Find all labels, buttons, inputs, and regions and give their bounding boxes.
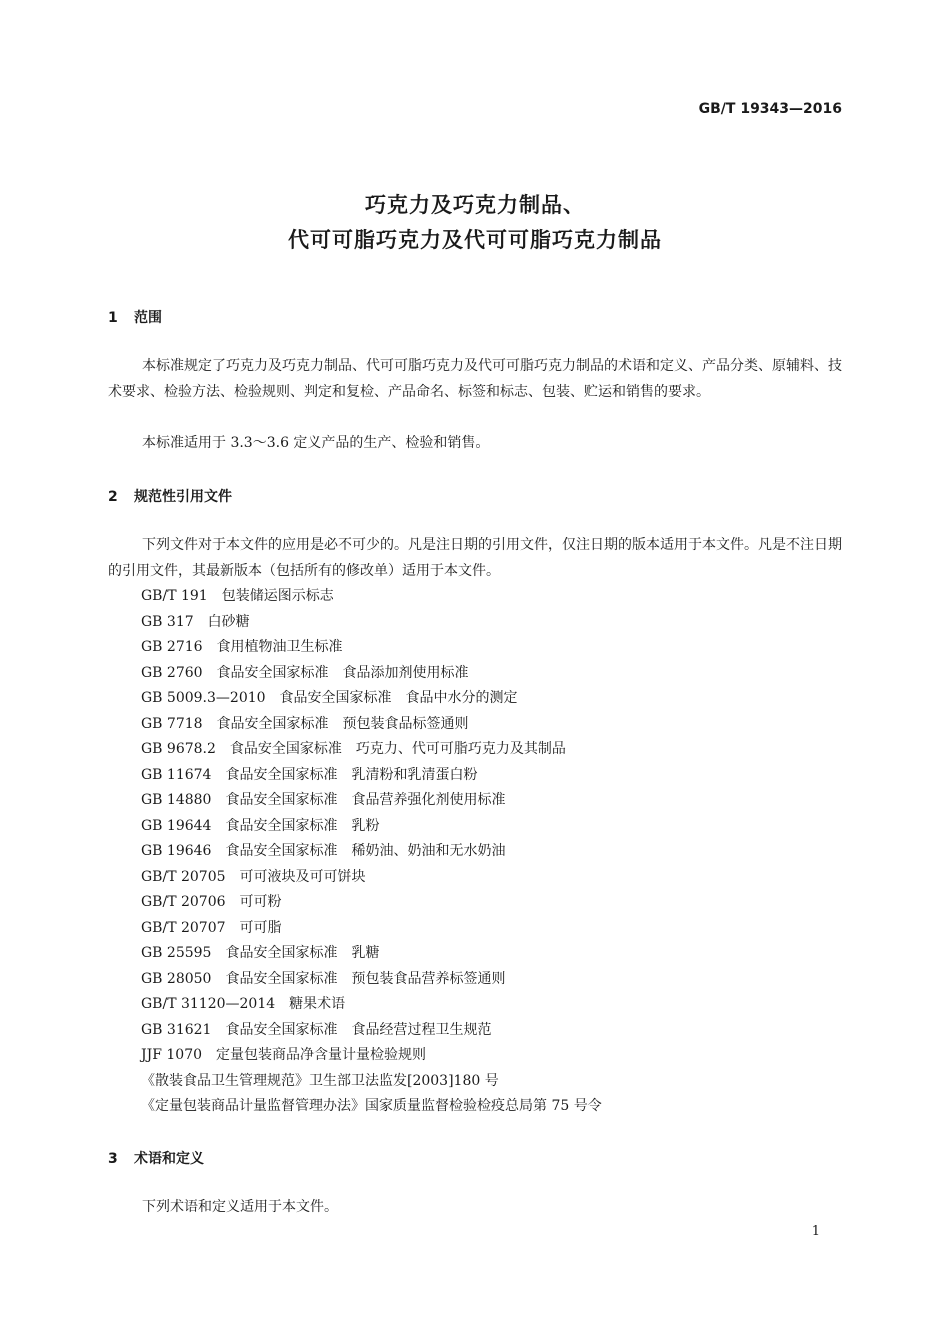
section-1-heading bbox=[108, 307, 162, 327]
reference-code: GB 5009.3—2010 bbox=[141, 690, 266, 706]
section-number: 2 bbox=[108, 489, 118, 505]
title-line-2: 代可可脂巧克力及代可可脂巧克力制品 bbox=[288, 228, 662, 252]
section-number: 1 bbox=[108, 310, 118, 326]
section-1-paragraph-2: 本标准适用于 3.3～3.6 定义产品的生产、检验和销售。 bbox=[142, 435, 490, 451]
section-title: 术语和定义 bbox=[134, 1151, 204, 1167]
reference-item bbox=[141, 916, 602, 942]
reference-code: GB 2716 bbox=[141, 639, 203, 655]
reference-item bbox=[141, 1094, 602, 1120]
reference-title: 食品安全国家标准 食品中水分的测定 bbox=[279, 690, 518, 706]
reference-title: 食品安全国家标准 稀奶油、奶油和无水奶油 bbox=[225, 843, 506, 859]
section-title: 规范性引用文件 bbox=[134, 489, 232, 505]
reference-code: GB/T 31120—2014 bbox=[141, 996, 276, 1012]
reference-item bbox=[141, 967, 602, 993]
reference-code: GB 9678.2 bbox=[141, 741, 216, 757]
title-line-1: 巧克力及巧克力制品、 bbox=[365, 193, 585, 217]
section-2-paragraph-1: 下列文件对于本文件的应用是必不可少的。凡是注日期的引用文件，仅注日期的版本适用于本文件。凡是不注日期的引用文件，其最新版本（包括所有的修改单）适用于本文件。 bbox=[108, 537, 842, 579]
reference-code: GB/T 20705 bbox=[141, 868, 226, 885]
reference-code: GB 317 bbox=[141, 613, 194, 630]
reference-code: GB 25595 bbox=[141, 945, 212, 961]
reference-title: 食品安全国家标准 预包装食品标签通则 bbox=[216, 715, 469, 732]
section-title: 范围 bbox=[134, 310, 162, 326]
reference-title: 食品安全国家标准 食品经营过程卫生规范 bbox=[225, 1021, 492, 1038]
page-number: 1 bbox=[811, 1224, 820, 1239]
section-1-paragraph-1: 本标准规定了巧克力及巧克力制品、代可可脂巧克力及代可可脂巧克力制品的术语和定义、产品分类、原辅料、技术要求、检验方法、检验规则、判定和复检、产品命名、标签和标志、包装、贮运和销售的要求。 bbox=[108, 358, 842, 400]
reference-item bbox=[141, 788, 602, 814]
reference-title: 包装储运图示标志 bbox=[221, 588, 334, 604]
reference-code: GB 28050 bbox=[141, 970, 212, 987]
reference-item bbox=[141, 686, 602, 712]
reference-code: GB/T 20707 bbox=[141, 919, 226, 936]
reference-code: GB 19646 bbox=[141, 843, 212, 859]
reference-item bbox=[141, 941, 602, 967]
reference-title: 食品安全国家标准 巧克力、代可可脂巧克力及其制品 bbox=[229, 741, 566, 757]
reference-list bbox=[141, 584, 602, 1120]
reference-title: 食品安全国家标准 乳清粉和乳清蛋白粉 bbox=[225, 766, 478, 783]
reference-item bbox=[141, 865, 602, 891]
reference-title: 《定量包装商品计量监督管理办法》国家质量监督检验检疫总局第 75 号令 bbox=[141, 1098, 602, 1114]
reference-title: 食用植物油卫生标准 bbox=[216, 639, 343, 655]
reference-title: 可可粉 bbox=[239, 894, 282, 910]
reference-code: GB/T 191 bbox=[141, 588, 208, 604]
standard-code: GB/T 19343—2016 bbox=[698, 101, 842, 117]
reference-item bbox=[141, 610, 602, 636]
reference-item bbox=[141, 839, 602, 865]
reference-item bbox=[141, 737, 602, 763]
section-number: 3 bbox=[108, 1151, 118, 1167]
reference-code: GB 31621 bbox=[141, 1021, 212, 1038]
reference-title: 白砂糖 bbox=[207, 613, 250, 630]
reference-title: 食品安全国家标准 乳粉 bbox=[225, 817, 380, 834]
reference-item bbox=[141, 635, 602, 661]
reference-item bbox=[141, 992, 602, 1018]
reference-item bbox=[141, 1043, 602, 1069]
reference-item bbox=[141, 763, 602, 789]
reference-title: 食品安全国家标准 食品添加剂使用标准 bbox=[216, 664, 469, 681]
reference-item bbox=[141, 890, 602, 916]
reference-title: 《散装食品卫生管理规范》卫生部卫法监发[2003]180 号 bbox=[141, 1072, 499, 1089]
reference-item bbox=[141, 661, 602, 687]
section-2-heading bbox=[108, 486, 232, 506]
reference-code: JJF 1070 bbox=[141, 1047, 203, 1063]
reference-item bbox=[141, 1069, 602, 1095]
reference-item bbox=[141, 814, 602, 840]
section-3-paragraph-1: 下列术语和定义适用于本文件。 bbox=[142, 1199, 338, 1215]
reference-title: 食品安全国家标准 乳糖 bbox=[225, 945, 380, 961]
reference-title: 定量包装商品净含量计量检验规则 bbox=[216, 1047, 427, 1063]
reference-title: 食品安全国家标准 预包装食品营养标签通则 bbox=[225, 970, 506, 987]
reference-code: GB 14880 bbox=[141, 792, 212, 808]
reference-title: 糖果术语 bbox=[289, 996, 346, 1012]
reference-item bbox=[141, 1018, 602, 1044]
reference-code: GB 11674 bbox=[141, 766, 212, 783]
reference-code: GB 7718 bbox=[141, 715, 203, 732]
section-3-heading bbox=[108, 1148, 204, 1168]
reference-item bbox=[141, 584, 602, 610]
reference-item bbox=[141, 712, 602, 738]
reference-code: GB 19644 bbox=[141, 817, 212, 834]
reference-code: GB 2760 bbox=[141, 664, 203, 681]
reference-code: GB/T 20706 bbox=[141, 894, 226, 910]
reference-title: 可可脂 bbox=[239, 919, 282, 936]
reference-title: 可可液块及可可饼块 bbox=[239, 868, 366, 885]
reference-title: 食品安全国家标准 食品营养强化剂使用标准 bbox=[225, 792, 506, 808]
